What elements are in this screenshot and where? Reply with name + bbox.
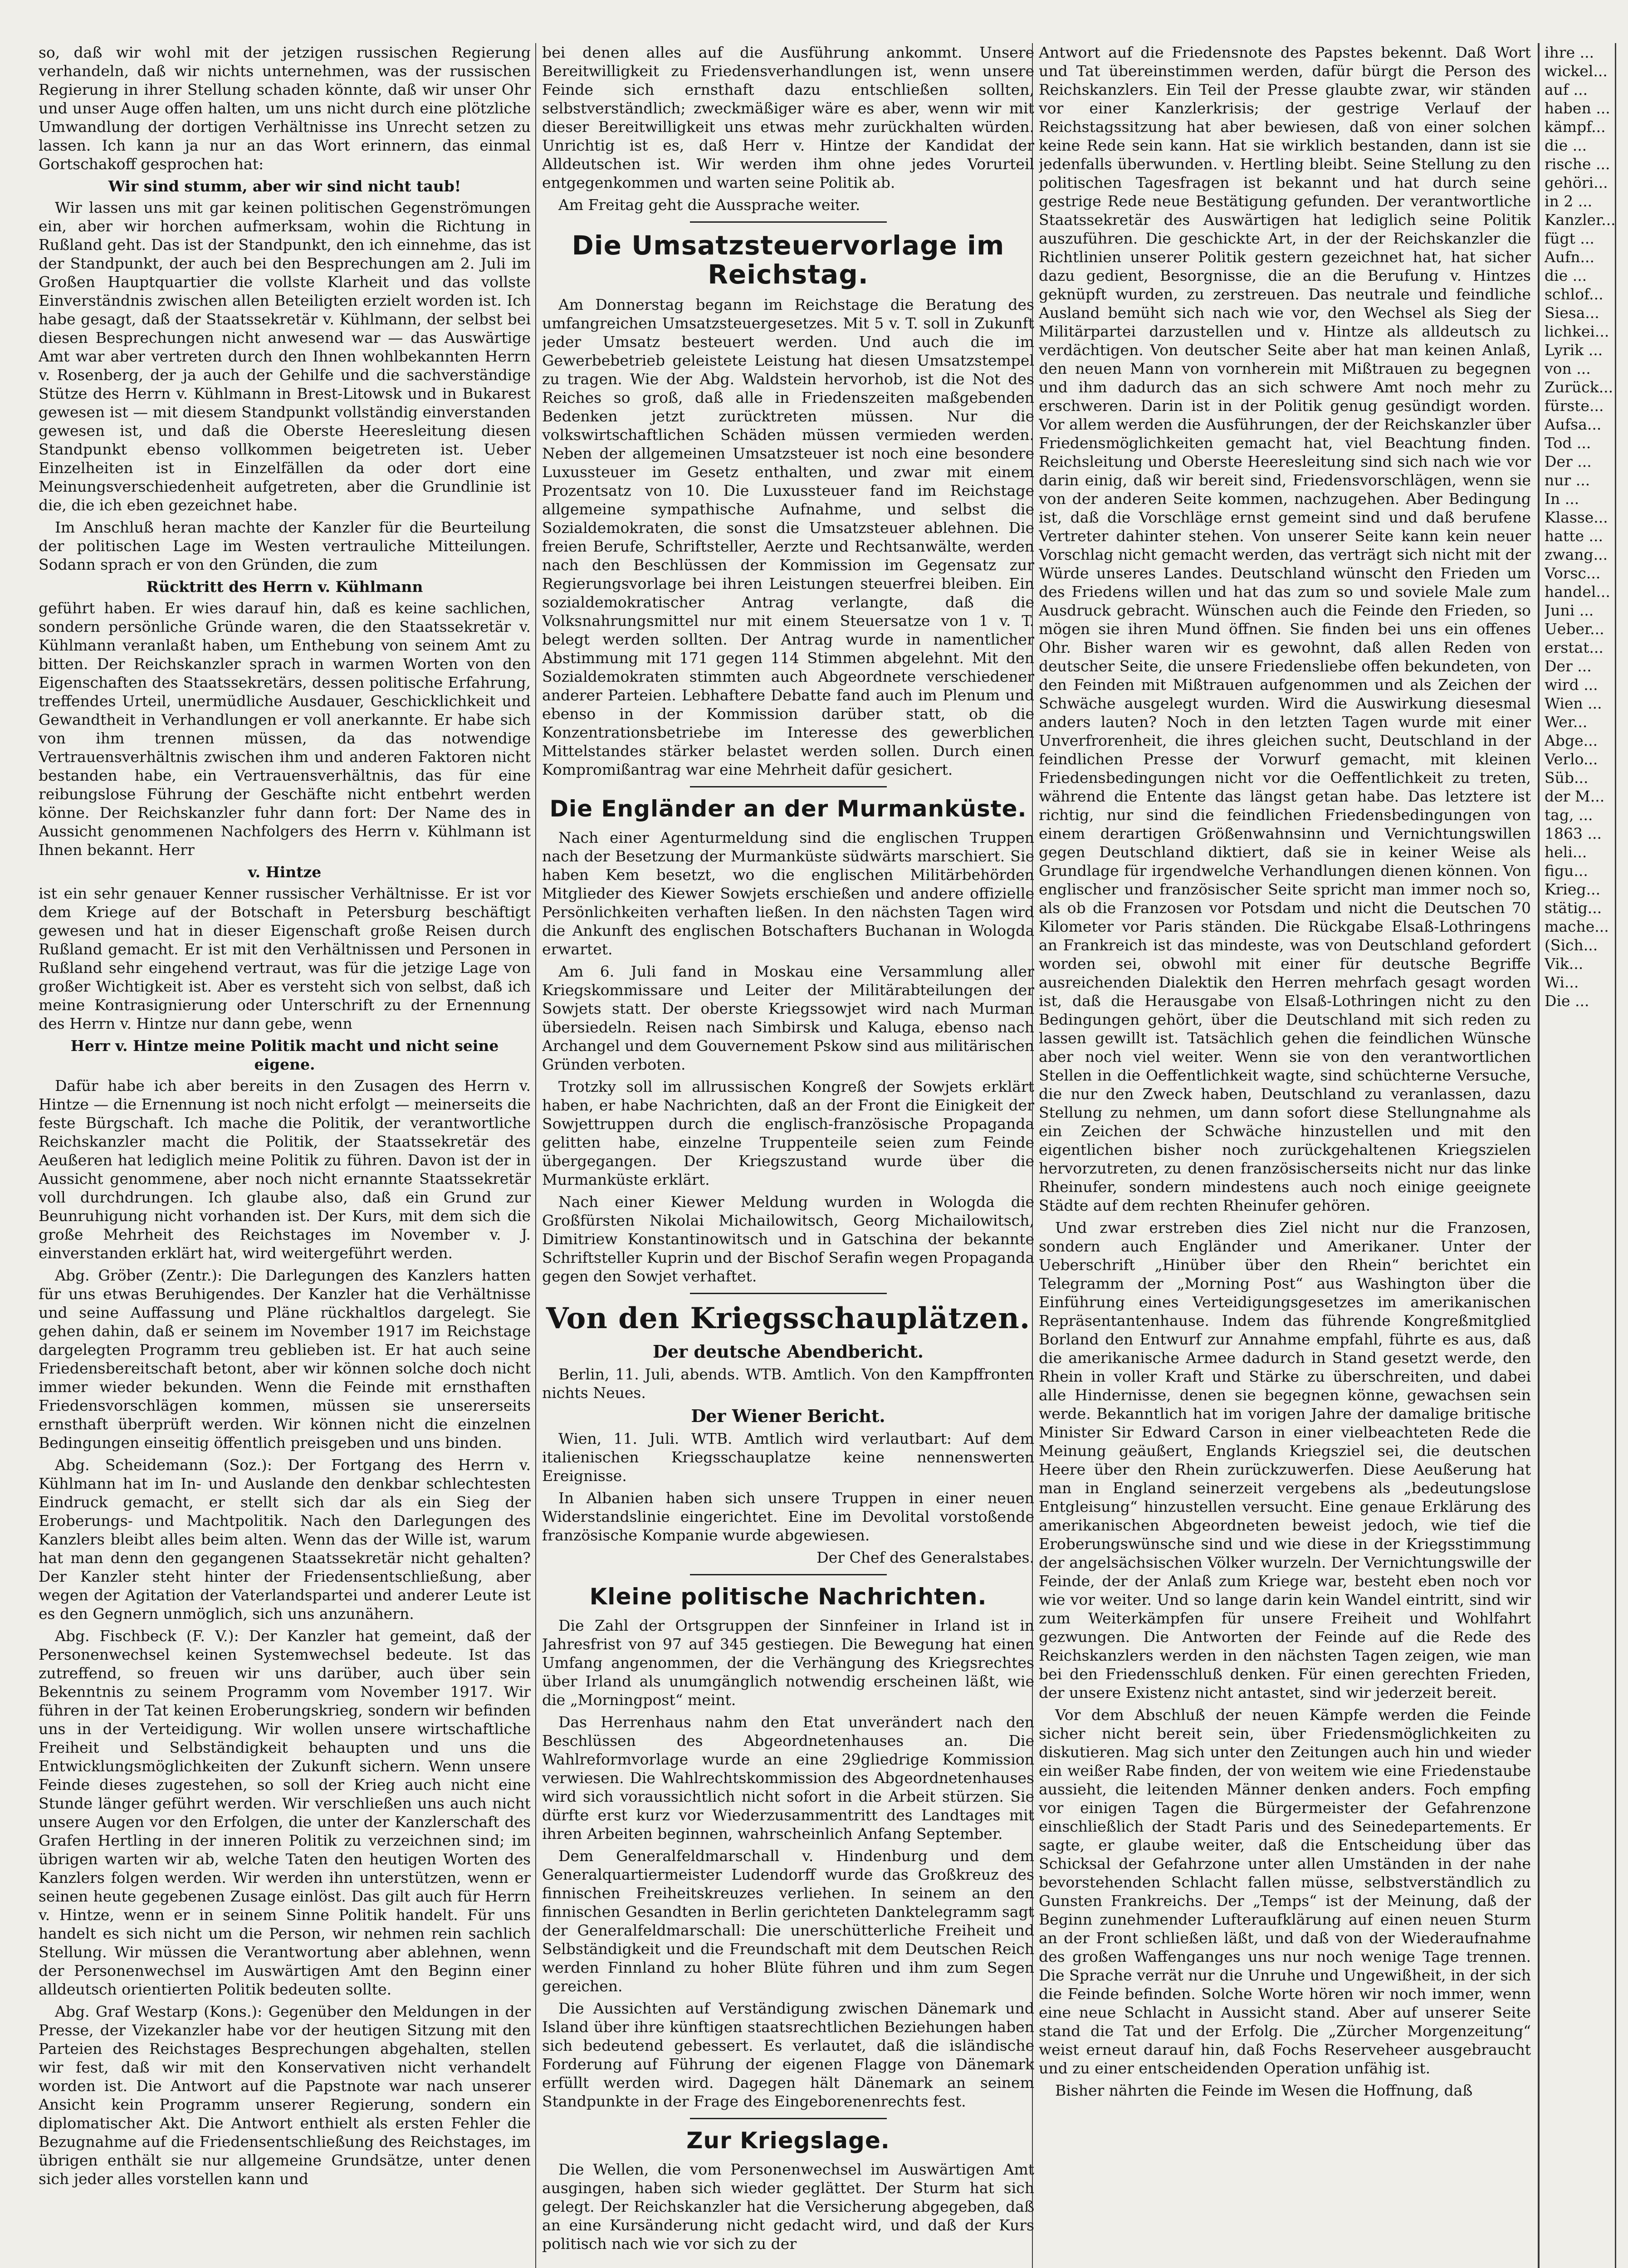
paragraph: so, daß wir wohl mit der jetzigen russischen Regierung verhandeln, daß wir nichts unternehmen, was der russischen Regierung in ihrer Stellung schaden könnte, daß wir unser Ohr und unser Auge offen halten, um uns nicht durch eine plötzliche Umwandlung der dortigen Verhältnisse ins Unrecht setzen zu lassen. Ich kann ja nur an das Wort erinnern, das einmal Gortschakoff gesprochen hat: (39, 44, 531, 173)
edge-word: gehöri... (1545, 174, 1608, 191)
edge-word: auf ... (1545, 81, 1588, 98)
edge-word: nur ... (1545, 471, 1590, 489)
paragraph: Dem Generalfeldmarschall v. Hindenburg und dem Generalquartiermeister Ludendorff wurde das Großkreuz des finnischen Freiheitskreuzes verliehen. In seinem an den finnischen Gesandten in Berlin gerichteten Danktelegramm sagt der Generalfeldmarschall: Die unerschütterliche Freiheit und Selbständigkeit und die Freundschaft mit dem Deutschen Reich werden Finnland zu hoher Blüte führen und ihm zum Segen gereichen. (542, 1847, 1034, 1995)
edge-word: Juni ... (1545, 601, 1594, 619)
subheading: Der deutsche Abendbericht. (652, 1341, 924, 1362)
edge-word: Abge... (1545, 732, 1598, 749)
edge-word: wird ... (1545, 676, 1598, 694)
edge-word: Verlo... (1545, 750, 1598, 768)
subheading: Rücktritt des Herrn v. Kühlmann (146, 578, 423, 596)
edge-word: Der ... (1545, 657, 1592, 675)
paragraph: Am 6. Juli fand in Moskau eine Versammlung aller Kriegskommissare und Leiter der Militärabteilungen der Sowjets statt. Der oberste Kriegssowjet wird nach Murman übersiedeln. Reisen nach Simbirsk und Kaluga, ebenso nach Archangel und dem Gouvernement Pskow sind aus militärischen Gründen verboten. (542, 963, 1034, 1073)
edge-word: die ... (1545, 137, 1587, 154)
edge-word: Die ... (1545, 992, 1589, 1010)
edge-word: Klasse... (1545, 508, 1608, 526)
column-1 (39, 43, 531, 2268)
edge-word: Wien ... (1545, 694, 1602, 712)
edge-word: zwang... (1545, 546, 1608, 563)
paragraph: Nach einer Kiewer Meldung wurden in Wologda die Großfürsten Nikolai Michailowitsch, Georg Michailowitsch, Dimitriew Konstantinowitsch und in Gatschina der bekannte Schriftsteller Kuprin und der Bischof Serafin wegen Propaganda gegen den Sowjet verhaftet. (542, 1193, 1034, 1285)
column-2 (542, 43, 1034, 2268)
edge-word: Kanzler... (1545, 211, 1616, 229)
column-rule (1538, 43, 1540, 2268)
edge-word: wickel... (1545, 62, 1608, 80)
headline-kriegslage: Zur Kriegslage. (686, 2127, 890, 2154)
paragraph: bei denen alles auf die Ausführung ankommt. Unsere Bereitwilligkeit zu Friedensverhandlungen ist, wenn unsere Feinde sich ernsthaft dazu entschließen sollten, selbstverständlich; zweckmäßiger wäre es aber, wenn wir mit dieser Bereitwilligkeit uns etwas mehr zurückhalten würden. Unrichtig ist es, daß Herr v. Hintze der Kandidat der Alldeutschen ist. Wir werden ihm ohne jedes Vorurteil entgegenkommen und warten seine Politik ab. (542, 44, 1034, 191)
edge-word: schlof... (1545, 285, 1604, 303)
edge-word: Der ... (1545, 453, 1592, 470)
paragraph: geführt haben. Er wies darauf hin, daß es keine sachlichen, sondern persönliche Gründe waren, die den Staatssekretär v. Kühlmann veranlaßt haben, um Enthebung von seinem Amt zu bitten. Der Reichskanzler sprach in warmen Worten von den Eigenschaften des Staatssekretärs, dessen politische Erfahrung, treffendes Urteil, unermüdliche Ausdauer, Geschicklichkeit und Gewandtheit in Verhandlungen er voll anerkannte. Er habe sich von ihm trennen müssen, da das notwendige Vertrauensverhältnis zwischen ihm und anderen Faktoren nicht bestanden habe, ein Vertrauensverhältnis, das für eine reibungslose Führung der Geschäfte nicht entbehrt werden könne. Der Reichskanzler fuhr dann fort: Der Name des in Aussicht genommenen Nachfolgers des Herrn v. Kühlmann ist Ihnen bekannt. Herr (39, 599, 531, 859)
edge-word: Wer... (1545, 713, 1588, 731)
subheading: v. Hintze (248, 863, 322, 881)
separator (690, 1574, 887, 1575)
paragraph: Wir lassen uns mit gar keinen politischen Gegenströmungen ein, aber wir horchen aufmerksam, wohin die Richtung in Rußland geht. Das ist der Standpunkt, den ich einnehme, das ist der Standpunkt, der auch bei den Besprechungen am 2. Juli im Großen Hauptquartier die vollste Klarheit und das vollste Einverständnis zwischen allen Beteiligten erzielt worden ist. Ich habe gesagt, daß der Staatssekretär v. Kühlmann, der selbst bei diesen Besprechungen nicht anwesend war — das Auswärtige Amt war aber vertreten durch den Ihnen wohlbekannten Herrn v. Rosenberg, der ja auch der Gehilfe und die sachverständige Stütze des Herrn v. Kühlmann in Brest-Litowsk und in Bukarest gewesen ist — mit diesem Standpunkt vollständig einverstanden gewesen ist, und daß die Oberste Heeresleitung diesen Standpunkt ebenso vollkommen beigetreten ist. Ueber Einzelheiten ist in Einzelfällen da oder dort eine Meinungsverschiedenheit aufgetreten, aber die Grundlinie ist die, die ich eben gezeichnet habe. (39, 199, 531, 514)
edge-word: Süb... (1545, 769, 1589, 787)
edge-word: Krieg... (1545, 880, 1601, 898)
edge-word: tag, ... (1545, 806, 1593, 824)
paragraph: Wien, 11. Juli. WTB. Amtlich wird verlautbart: Auf dem italienischen Kriegsschauplatze keine nennenswerten Ereignisse. (542, 1430, 1034, 1485)
headline-murmankueste: Die Engländer an der Murmanküste. (549, 796, 1027, 822)
edge-word: Aufn... (1545, 248, 1595, 266)
edge-word: fürste... (1545, 397, 1604, 415)
separator (690, 786, 887, 787)
edge-word: handel... (1545, 583, 1610, 601)
column-3 (1039, 43, 1531, 2268)
paragraph: Am Freitag geht die Aussprache weiter. (558, 196, 860, 214)
edge-word: Lyrik ... (1545, 341, 1603, 359)
paragraph: Abg. Graf Westarp (Kons.): Gegenüber den Meldungen in der Presse, der Vizekanzler habe vor der heutigen Sitzung mit den Parteien des Reichstages Besprechungen abgehalten, stellen wir fest, daß wir mit den Konservativen nicht verhandelt worden ist. Die Antwort auf die Papstnote war nach unserer Ansicht kein Programm unserer Regierung, sondern ein diplomatischer Akt. Die Antwort enthielt als ersten Fehler die Bezugnahme auf die Friedensentschließung des Reichstages, im übrigen enthält sie nur allgemeine Grundsätze, unter denen sich jeder alles vorstellen kann und (39, 2003, 531, 2188)
paragraph: Am Donnerstag begann im Reichstage die Beratung des umfangreichen Umsatzsteuergesetzes. Mit 5 v. T. soll in Zukunft jeder Umsatz besteuert werden. Und auch die im Gewerbebetrieb geleistete Leistung hat diesen Umsatzstempel zu tragen. Wie der Abg. Waldstein hervorhob, ist die Not des Reiches so groß, daß alle in Friedenszeiten maßgebenden Bedenken jetzt zurücktreten müssen. Nur die volkswirtschaftlichen Schäden müssen vermieden werden. Neben der allgemeinen Umsatzsteuer ist noch eine besondere Luxussteuer im Gesetz enthalten, und zwar mit einem Prozentsatz von 10. Die Luxussteuer fand im Reichstage allgemeine sympathische Aufnahme, und selbst die Sozialdemokraten, die sonst die Umsatzsteuer ablehnen. Die freien Berufe, Schriftsteller, Aerzte und Rechtsanwälte, werden nach den Beschlüssen der Kommission im Gegensatz zur Regierungsvorlage bei ihren Leistungen steuerfrei bleiben. Ein sozialdemokratischer Antrag verlangte, daß die Volksnahrungsmittel nur mit einem Steuersatze von 1 v. T. belegt werden sollten. Der Antrag wurde in namentlicher Abstimmung mit 171 gegen 114 Stimmen abgelehnt. Mit den Sozialdemokraten stimmten auch Abgeordnete verschiedener anderer Parteien. Lebhaftere Debatte fand auch im Plenum und ebenso in der Kommission darüber statt, ob die Konzentrationsbetriebe im Interesse des gewerblichen Mittelstandes stärker belastet werden sollen. Durch einen Kompromißantrag war eine Mehrheit dafür gesichert. (542, 296, 1034, 778)
paragraph: Die Aussichten auf Verständigung zwischen Dänemark und Island über ihre künftigen staatsrechtlichen Beziehungen haben sich bedeutend gebessert. Es verlautet, daß die isländische Forderung auf Führung der eigenen Flagge von Dänemark erfüllt werden wird. Dagegen hält Dänemark an seinem Standpunkte in der Frage des Eingeborenenrechts fest. (542, 1999, 1034, 2110)
paragraph: In Albanien haben sich unsere Truppen in einer neuen Widerstandslinie eingerichtet. Eine im Devolital vorstoßende französische Kompanie wurde abgewiesen. (542, 1489, 1034, 1544)
edge-word: haben ... (1545, 99, 1610, 117)
edge-word: Zurück... (1545, 378, 1613, 396)
separator (690, 1293, 887, 1294)
paragraph: Abg. Fischbeck (F. V.): Der Kanzler hat gemeint, daß der Personenwechsel keinen Systemwechsel bedeute. Ist das zutreffend, so freuen wir uns darüber, auch über sein Bekenntnis zu seinem Programm vom November 1917. Wir führen in der Tat keinen Eroberungskrieg, sondern wir befinden uns in der Verteidigung. Wir wollen unsere wirtschaftliche Freiheit und Selbständigkeit behaupten und uns die Entwicklungsmöglichkeiten der Zukunft sichern. Wenn unsere Feinde dieses zugestehen, so soll der Krieg auch nicht eine Stunde länger geführt werden. Wir verschließen uns auch nicht unsere Augen vor den Erfolgen, die unter der Kanzlerschaft des Grafen Hertling in der inneren Politik zu verzeichnen sind; im übrigen warten wir ab, welche Taten den heutigen Worten des Kanzlers folgen werden. Wir werden ihn unterstützen, wenn er seinen heute gegebenen Zusage einlöst. Das gilt auch für Herrn v. Hintze, wenn er in seinem Sinne Politik handelt. Für uns handelt es sich nicht um die Person, wir nehmen rein sachlich Stellung. Wir müssen die Verantwortung aber ablehnen, wenn der Personenwechsel im Auswärtigen Amt den Beginn einer alldeutsch orientierten Politik bedeuten sollte. (39, 1627, 531, 1998)
paragraph: Nach einer Agenturmeldung sind die englischen Truppen nach der Besetzung der Murmanküste südwärts marschiert. Sie haben Kem besetzt, wo die englischen Militärbehörden Mitglieder des Kiewer Sowjets erschießen und andere offizielle Persönlichkeiten verhaften ließen. In den nächsten Tagen wird die Ankunft des englischen Botschafters Buchanan in Wologda erwartet. (542, 829, 1034, 958)
edge-word: fügt ... (1545, 230, 1594, 247)
edge-word: Aufsa... (1545, 415, 1602, 433)
column-rule (535, 43, 536, 2268)
edge-word: heli... (1545, 843, 1587, 861)
edge-word: figu... (1545, 862, 1588, 880)
paragraph: Vor dem Abschluß der neuen Kämpfe werden die Feinde sicher nicht bereit sein, über Friedensmöglichkeiten zu diskutieren. Mag sich unter den Zeitungen auch hin und wieder ein weißer Rabe finden, der von weitem wie eine Friedenstaube aussieht, die leitenden Männer denken anders. Foch empfing vor einigen Tagen die Bürgermeister der Gefahrenzone einschließlich der Stadt Paris und des Seinedepartements. Er sagte, er glaube weiter, daß die Entscheidung über das Schicksal der Gefahrzone unter allen Umständen in der nahe bevorstehenden Schlacht fallen müsse, selbstverständlich zu Gunsten Frankreichs. Der „Temps“ ist der Meinung, daß der Beginn zunehmender Lufteraufklärung auf einen neuen Sturm an der Front schließen läßt, und daß von der Wiederaufnahme des großen Waffenganges uns nur noch wenige Tage trennen. Die Sprache verrät nur die Unruhe und Ungewißheit, in der sich die Feinde befinden. Solche Worte hören wir noch immer, wenn eine neue Schlacht in Aussicht stand. Aber auf unserer Seite stand die Tat und der Erfolg. Die „Zürcher Morgenzeitung“ weist erneut darauf hin, daß Fochs Reserveheer ausgebraucht und zu einer entscheidenden Operation unfähig ist. (1039, 1706, 1531, 2077)
quote-line: Herr v. Hintze meine Politik macht und nicht seine eigene. (70, 1037, 499, 1073)
edge-word: Tod ... (1545, 434, 1591, 452)
paragraph: Das Herrenhaus nahm den Etat unverändert nach den Beschlüssen des Abgeordnetenhauses an. Die Wahlreformvorlage wurde an eine 29gliedrige Kommission verwiesen. Die Wahlrechtskommission des Abgeordnetenhauses wird sich voraussichtlich nicht sofort in die Arbeit stürzen. Sie dürfte erst kurz vor Wiederzusammentritt des Landtages mit ihren Arbeiten beginnen, wahrscheinlich Anfang September. (542, 1713, 1034, 1843)
edge-word: In ... (1545, 490, 1579, 508)
column-4-cropped (1545, 43, 1628, 2268)
edge-word: (Sich... (1545, 936, 1598, 954)
edge-word: rische ... (1545, 155, 1610, 173)
paragraph: ist ein sehr genauer Kenner russischer Verhältnisse. Er ist vor dem Kriege auf der Botschaft in Petersburg beschäftigt gewesen und hat in dieser Eigenschaft große Reisen durch Rußland gemacht. Er ist mit den Verhältnissen und Personen in Rußland sehr eingehend vertraut, was für die jetzige Lage von großer Wichtigkeit ist. Aber es versteht sich von selbst, daß ich meine Kontrasignierung oder Unterschrift zu der Ernennung des Herrn v. Hintze nur dann gebe, wenn (39, 885, 531, 1032)
paragraph: Die Wellen, die vom Personenwechsel im Auswärtigen Amt ausgingen, haben sich wieder geglättet. Der Sturm hat sich gelegt. Der Reichskanzler hat die Versicherung abgegeben, daß an eine Kursänderung nicht gedacht wird, und daß der Kurs politisch nach wie vor sich zu der (542, 2160, 1034, 2253)
separator (690, 2118, 887, 2119)
edge-word: stätig... (1545, 899, 1602, 917)
edge-word: Vik... (1545, 955, 1584, 973)
edge-word: von ... (1545, 360, 1591, 377)
edge-word: erstat... (1545, 639, 1604, 656)
edge-word: Ueber... (1545, 620, 1604, 638)
signature-line: Der Chef des Generalstabes. (816, 1549, 1034, 1566)
edge-word: der M... (1545, 787, 1605, 805)
edge-word: mache... (1545, 918, 1609, 935)
separator (690, 221, 887, 223)
edge-word: ihre ... (1545, 44, 1594, 61)
quote-line: Wir sind stumm, aber wir sind nicht taub! (108, 177, 461, 195)
paragraph: Und zwar erstreben dies Ziel nicht nur die Franzosen, sondern auch Engländer und Amerikaner. Unter der Ueberschrift „Hinüber über den Rhein“ berichtet ein Telegramm der „Morning Post“ aus Washington über die Einführung eines Verteidigungsgesetzes im amerikanischen Repräsentantenhause. Indem das führende Kongreßmitglied Borland den Entwurf zur Annahme empfahl, führte es aus, daß die amerikanische Armee dadurch in Stand gesetzt werde, den Rhein in voller Kraft und Stärke zu überschreiten, und dabei alle Hindernisse, denen sie begegnen könne, gewachsen sein werde. Bekanntlich hat im vorigen Jahre der damalige britische Minister Sir Edward Carson in einer vielbeachteten Rede die Meinung geäußert, Englands Kriegsziel sei, die deutschen Heere über den Rhein zurückzuwerfen. Diese Aeußerung hat man in England seinerzeit vergebens als „bedeutungslose Entgleisung“ hinzustellen versucht. Eine genaue Erklärung des amerikanischen Abgeordneten beweist jedoch, wie tief die Eroberungswünsche sind und wie diese in der Kriegsstimmung der angelsächsischen Völker wurzeln. Der Vernichtungswille der Feinde, der der Anlaß zum Kriege war, besteht eben noch vor wie vor weiter. Und so lange darin kein Wandel eintritt, sind wir zum Weiterkämpfen für unsere Freiheit und Wohlfahrt gezwungen. Die Antworten der Feinde auf die Rede des Reichskanzlers werden in den nächsten Tagen zeigen, wie man bei den Friedensschluß denken. Für einen gerechten Frieden, der unsere Existenz nicht antastet, sind wir jederzeit bereit. (1039, 1219, 1531, 1701)
paragraph: Abg. Gröber (Zentr.): Die Darlegungen des Kanzlers hatten für uns etwas Beruhigendes. Der Kanzler hat die Verhältnisse und seine Auffassung und Pläne rückhaltlos dargelegt. Sie gehen dahin, daß er seinem im November 1917 im Reichstage dargelegten Programm treu geblieben ist. Er hat auch seine Friedensbereitschaft betont, aber wir können solche doch nicht immer wieder bekunden. Wenn die Feinde mit ernsthaften Friedensvorschlägen kommen, müssen sie unsererseits ernsthaft überprüft werden. Wir können nicht die einzelnen Bedingungen einseitig öffentlich preisgeben und uns binden. (39, 1266, 531, 1452)
paragraph: Dafür habe ich aber bereits in den Zusagen des Herrn v. Hintze — die Ernennung ist noch nicht erfolgt — meinerseits die feste Bürgschaft. Ich mache die Politik, der verantwortliche Reichskanzler macht die Politik, der Staatssekretär des Aeußeren hat lediglich meine Politik zu führen. Davon ist der in Aussicht genommene, aber noch nicht ernannte Staatssekretär voll durchdrungen. Ich glaube also, daß ein Grund zur Beunruhigung nicht vorhanden ist. Der Kurs, mit dem sich die große Mehrheit des Reichstages im November v. J. einverstanden erklärt hat, wird weitergeführt werden. (39, 1077, 531, 1262)
paragraph: Berlin, 11. Juli, abends. WTB. Amtlich. Von den Kampffronten nichts Neues. (542, 1365, 1034, 1402)
paragraph: Antwort auf die Friedensnote des Papstes bekennt. Daß Wort und Tat übereinstimmen werden, dafür bürgt die Person des Reichskanzlers. Ein Teil der Presse glaubte zwar, wir ständen vor einer Kanzlerkrisis; der gestrige Verlauf der Reichstagssitzung hat aber bewiesen, daß von einer solchen keine Rede sein kann. Hat sie wirklich bestanden, dann ist sie jedenfalls überwunden. v. Hertling bleibt. Seine Stellung zu den politischen Tagesfragen ist bekannt und hat durch seine gestrige Rede neue Bestätigung gefunden. Der verantwortliche Staatssekretär des Auswärtigen hat lediglich seine Politik auszuführen. Die geschickte Art, in der der Reichskanzler die Richtlinien unserer Politik gestern gezeichnet hat, hat sicher dazu gedient, Besorgnisse, die an die Berufung v. Hintzes geknüpft wurden, zu zerstreuen. Das neutrale und feindliche Ausland bemüht sich nach wie vor, den Wechsel als Sieg der Militärpartei darzustellen und v. Hintze als alldeutsch zu verdächtigen. Von deutscher Seite aber hat man keinen Anlaß, den neuen Mann von vornherein mit Mißtrauen zu begegnen und ihm dadurch das an sich schwere Amt noch mehr zu erschweren. Darin ist in der Politik genug gesündigt worden. Vor allem werden die Ausführungen, der der Reichskanzler über Friedensmöglichkeiten gemacht hat, viel Beachtung finden. Reichsleitung und Oberste Heeresleitung sind sich nach wie vor darin einig, daß wir bereit sind, Friedensvorschlägen, wenn sie von der anderen Seite kommen, nachzugehen. Aber Bedingung ist, daß die Vorschläge ernst gemeint sind und daß berufene Vertreter dahinter stehen. Von unserer Seite kann kein neuer Vorschlag nicht gemacht werden, das verträgt sich nicht mit der Würde unseres Landes. Deutschland wünscht den Frieden um des Friedens willen und hat das zum so und soviele Male zum Ausdruck gebracht. Wünschen auch die Feinde den Frieden, so mögen sie ihren Mund öffnen. Sie finden bei uns ein offenes Ohr. Bisher waren wir es gewohnt, daß allen Reden von deutscher Seite, die unsere Friedensliebe offen bekundeten, von den Feinden mit Mißtrauen aufgenommen und als Zeichen der Schwäche ausgelegt wurden. Wird die Auswirkung diesesmal anders lauten? Noch in den letzten Tagen wurde mit einer Unverfrorenheit, die ihres gleichen sucht, Deutschland in der feindlichen Presse der Vorwurf gemacht, mit kleinen Friedensbedingungen nicht vor die Oeffentlichkeit zu treten, während die Entente das längst getan habe. Das letztere ist richtig, nur sind die feindlichen Friedensbedingungen von einem derartigen Größenwahnsinn und Vernichtungswillen gegen Deutschland diktiert, daß sie in keiner Weise als Grundlage für irgendwelche Verhandlungen dienen können. Von englischer und französischer Seite spricht man immer noch so, als ob die Franzosen vor Potsdam und nicht die Deutschen 70 Kilometer vor Paris ständen. Die Rückgabe Elsaß-Lothringens an Frankreich ist das mindeste, was von Deutschland gefordert worden sei, obwohl mit einer für deutsche Begriffe ausreichenden Dialektik den Herren mehrfach gesagt worden ist, daß die Herausgabe von Elsaß-Lothringen nicht zu den Bedingungen gehört, über die Deutschland mit sich reden zu lassen gewillt ist. Tatsächlich gehen die feindlichen Wünsche aber noch viel weiter. Wenn sie von den verantwortlichen Stellen in die Oeffentlichkeit wagte, sind schüchterne Versuche, die nur den Zweck haben, Deutschland zu veranlassen, dazu Stellung zu nehmen, um dann sofort diese Stellungnahme als ein Zeichen der Schwäche hinzustellen und mit den eigentlichen bisher noch zurückgehaltenen Kriegszielen hervorzutreten, zu denen französischerseits nicht nur das linke Rheinufer, sondern mindestens auch noch einige geeignete Städte auf dem rechten Rheinufer gehören. (1039, 44, 1531, 1214)
subheading: Der Wiener Bericht. (691, 1406, 885, 1426)
edge-word: Vorsc... (1545, 564, 1601, 582)
paragraph: Die Zahl der Ortsgruppen der Sinnfeiner in Irland ist in Jahresfrist von 97 auf 345 gestiegen. Die Bewegung hat einen Umfang angenommen, der die Verhängung des Kriegsrechtes über Irland als unumgänglich notwendig erscheinen läßt, wie die „Morningpost“ meint. (542, 1617, 1034, 1709)
edge-word: kämpf... (1545, 118, 1606, 136)
edge-word: Siesa... (1545, 304, 1599, 322)
headline-kleine-nachrichten: Kleine politische Nachrichten. (589, 1584, 987, 1610)
edge-word: 1863 ... (1545, 825, 1602, 842)
paragraph: Abg. Scheidemann (Soz.): Der Fortgang des Herrn v. Kühlmann hat im In- und Auslande den denkbar schlechtesten Eindruck gemacht, er stellt sich dar als ein Sieg der Eroberungs- und Machtpolitik. Nach den Darlegungen des Kanzlers bleibt alles beim alten. Wenn das der Wille ist, warum hat man denn den gegangenen Staatssekretär nicht gehalten? Der Kanzler steht hinter der Friedensentschließung, aber wegen der Agitation der Vaterlandspartei und anderer Leute ist es den Gegnern unmöglich, sich uns anzunähern. (39, 1456, 531, 1623)
headline-kriegsschauplaetze: Von den Kriegsschauplätzen. (546, 1301, 1031, 1335)
edge-word: Wi... (1545, 973, 1579, 991)
edge-word: die ... (1545, 267, 1587, 284)
headline-umsatzsteuer: Die Umsatzsteuervorlage im Reichstag. (572, 230, 1005, 290)
paragraph: Im Anschluß heran machte der Kanzler für die Beurteilung der politischen Lage im Westen vertrauliche Mitteilungen. Sodann sprach er von den Gründen, die zum (39, 518, 531, 573)
paragraph: Trotzky soll im allrussischen Kongreß der Sowjets erklärt haben, er habe Nachrichten, daß an der Front die Einigkeit der Sowjettruppen durch die englisch-französische Propaganda gelitten habe, einzelne Truppenteile seien zum Feinde übergegangen. Der Kriegszustand wurde über die Murmanküste erklärt. (542, 1078, 1034, 1188)
paragraph: Bisher nährten die Feinde im Wesen die Hoffnung, daß (1055, 2082, 1473, 2099)
edge-word: hatte ... (1545, 527, 1603, 545)
edge-word: lichkei... (1545, 323, 1609, 340)
edge-word: in 2 ... (1545, 192, 1593, 210)
